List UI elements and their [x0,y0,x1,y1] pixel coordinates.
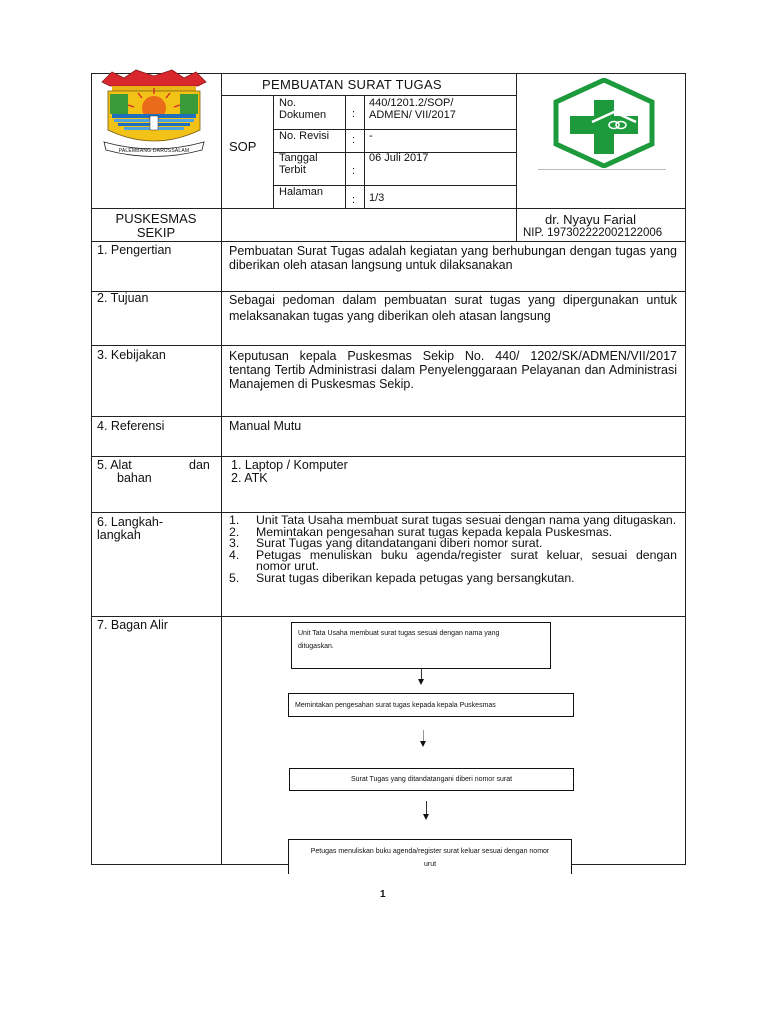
section-label-bagan: 7. Bagan Alir [97,618,168,632]
meta-label-tanggal-terbit: Tanggal Terbit [279,152,318,176]
meta-sep: : [352,165,356,177]
section-label-langkah-2: langkah [97,528,141,542]
section-label-referensi: 4. Referensi [97,419,165,433]
flow-arrow-3 [426,801,427,815]
section-text-referensi: Manual Mutu [229,419,302,433]
list-item: 5. Surat tugas diberikan kepada petugas yang bersangkutan. [229,570,575,585]
document-title: PEMBUATAN SURAT TUGAS [262,77,442,92]
meta-value-tanggal-terbit: 06 Juli 2017 [369,152,429,164]
section-label-langkah: 6. Langkah- [97,515,164,529]
flow-box-2: Memintakan pengesahan surat tugas kepada kepala Puskesmas [288,693,574,717]
meta-value-no-dokumen: 440/1201.2/SOP/ ADMEN/ VII/2017 [369,97,456,121]
puskesmas-logo [548,78,660,168]
emblem-ribbon-text: PALEMBANG DARUSSALAM [118,148,190,154]
list-item: 2. Memintakan pengesahan surat tugas kepada kepala Puskesmas. [229,524,613,539]
section-text-tujuan: Sebagai pedoman dalam pembuatan surat tugas yang dipergunakan untuk melaksanakan tugas yang diberikan oleh atasan langsung [229,293,677,323]
list-item: 4. Petugas menuliskan buku agenda/register surat keluar, sesuai dengan nomor urut. [229,547,677,574]
flow-box-4: Petugas menuliskan buku agenda/register surat keluar sesuai dengan nomor urut [288,839,572,874]
meta-value-no-revisi: - [369,130,373,142]
flow-arrow-head-1 [418,679,424,685]
signer-nip: NIP. 197302222002122006 [523,227,663,239]
section-label-alat: 5. Alat [97,458,132,472]
meta-label-no-revisi: No. Revisi [279,130,330,142]
meta-sep: : [352,134,356,146]
page-number: 1 [380,889,386,900]
list-item: 1. Unit Tata Usaha membuat surat tugas sesuai dengan nama yang ditugaskan. [229,513,677,527]
signer-name: dr. Nyayu Farial [545,212,637,227]
section-label-pengertian: 1. Pengertian [97,243,172,257]
meta-label-halaman: Halaman [279,186,324,198]
section-label-alat-bahan: bahan [117,471,152,485]
section-text-kebijakan: Keputusan kepala Puskesmas Sekip No. 440/ 1202/SK/ADMEN/VII/2017 tentang Tertib Administrasi dalam Penyelenggaraan Pelayanan dan Administrasi Manajemen di Puskesmas Sekip. [229,349,677,391]
langkah-steps [229,515,677,585]
section-label-kebijakan: 3. Kebijakan [97,348,166,362]
section-label-alat-dan: dan [189,458,210,472]
flow-arrow-head-2 [420,741,426,747]
institution-name: PUSKESMAS SEKIP [115,211,197,240]
meta-sep: : [352,194,356,206]
meta-sep: : [352,108,356,120]
meta-label-no-dokumen: No. Dokumen [279,97,327,121]
logo-underline [538,169,666,170]
city-emblem-logo [98,68,210,163]
alat-item: 1. Laptop / Komputer [231,458,348,472]
alat-item: 2. ATK [231,471,268,485]
section-label-tujuan: 2. Tujuan [97,291,149,305]
flow-box-3: Surat Tugas yang ditandatangani diberi nomor surat [289,768,574,791]
meta-value-halaman: 1/3 [369,192,385,204]
section-text-pengertian: Pembuatan Surat Tugas adalah kegiatan yang berhubungan dengan tugas yang diberikan oleh atasan langsung untuk dilaksanakan [229,244,677,272]
list-item: 3. Surat Tugas yang ditandatangani diberi nomor surat. [229,536,543,551]
sop-label: SOP [229,139,257,154]
flow-box-1: Unit Tata Usaha membuat surat tugas sesuai dengan nama yang ditugaskan. [291,622,551,669]
flow-arrow-head-3 [423,814,429,820]
